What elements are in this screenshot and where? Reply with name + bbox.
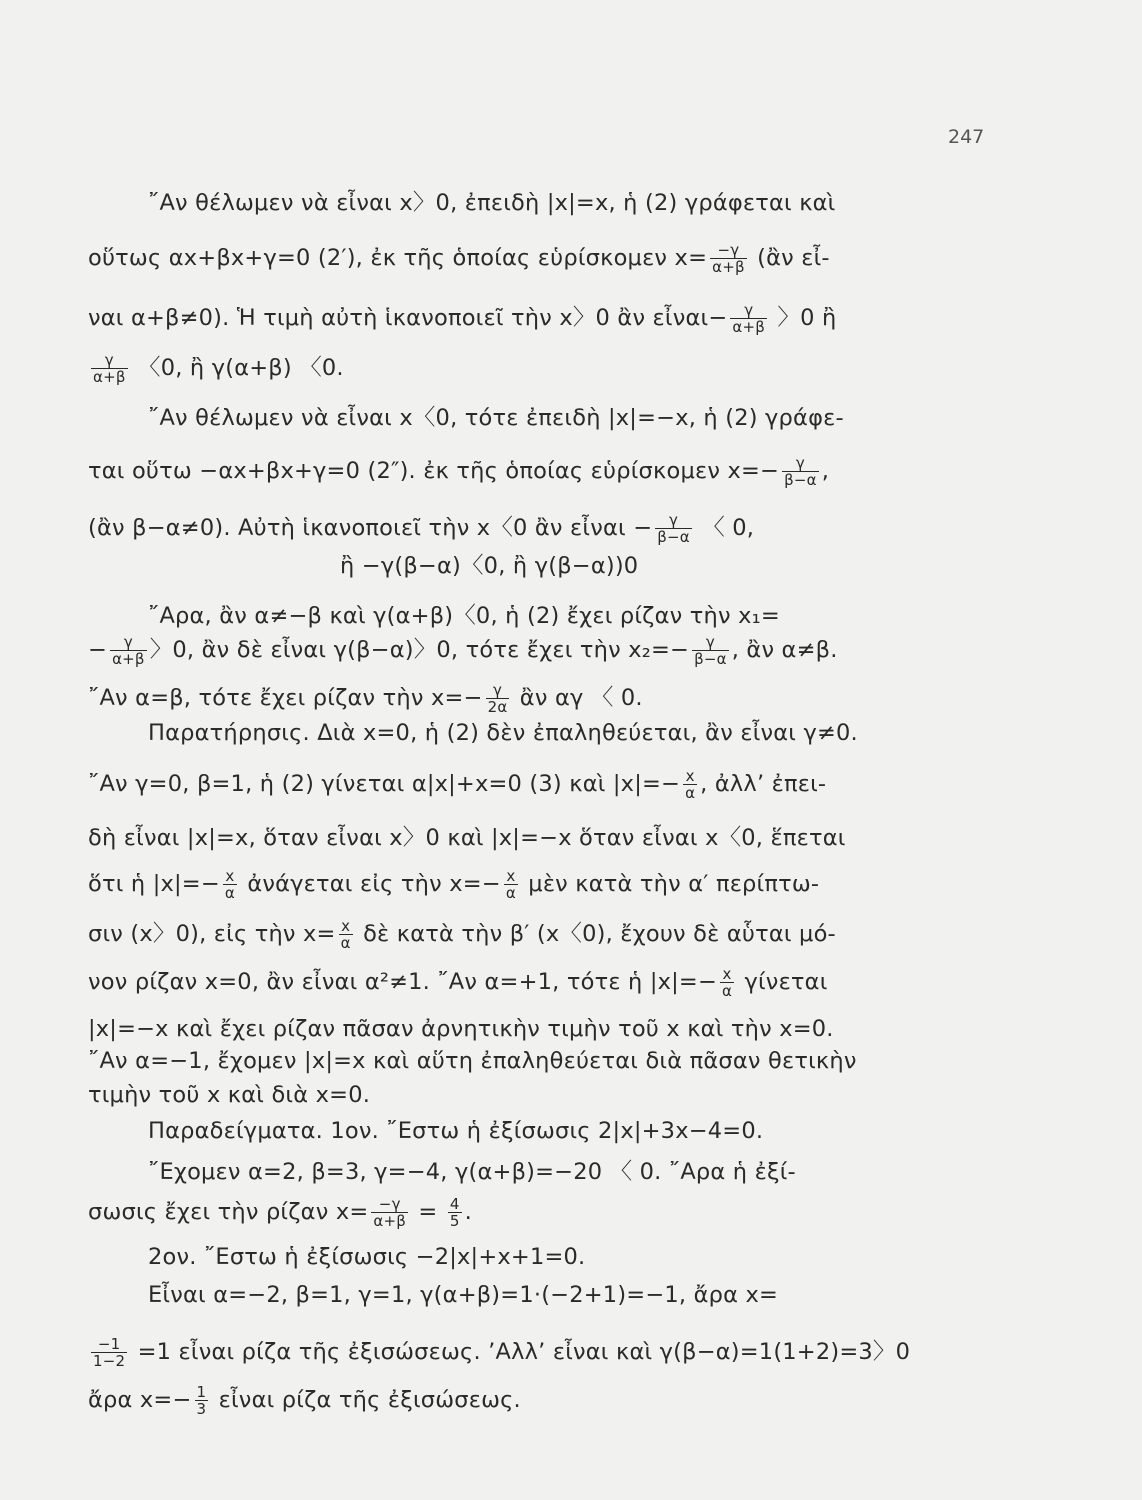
fraction <box>486 682 510 715</box>
text-line <box>88 300 836 335</box>
fraction <box>720 966 734 999</box>
fraction-numerator: x <box>504 868 518 885</box>
fraction-denominator: 1−2 <box>93 1352 126 1370</box>
fraction-numerator: 1 <box>196 1383 207 1401</box>
fraction-numerator: −γ <box>371 1196 408 1213</box>
line-text: δὲ κατὰ τὴν β′ (x〈0), ἔχουν δὲ αὗται μό- <box>355 921 836 947</box>
text-line <box>148 1282 778 1308</box>
line-text: 〉0, ἂν δὲ εἶναι γ(β−α)〉0, τότε ἔχει τὴν x₂=− <box>149 637 690 663</box>
line-text: , <box>821 458 830 484</box>
text-line <box>148 598 780 630</box>
line-text: |x|=−x καὶ ἔχει ρίζαν πᾶσαν ἀρνητικὴν τιμὴν τοῦ x καὶ τὴν x=0. <box>88 1016 834 1042</box>
line-text: ἂν αγ 〈 0. <box>512 685 643 711</box>
line-text: ῎Αν γ=0, β=1, ἡ (2) γίνεται α|x|+x=0 (3) καὶ |x|=− <box>88 771 681 797</box>
fraction <box>91 352 128 385</box>
line-text: ἀνάγεται εἰς τὴν x=− <box>239 871 501 897</box>
line-text: . <box>464 1199 472 1225</box>
line-text: 〈0, ἢ γ(α+β) 〈0. <box>130 355 344 381</box>
fraction <box>504 868 518 901</box>
fraction <box>110 634 147 667</box>
fraction <box>91 1336 127 1369</box>
line-text: ὅτι ἡ |x|=− <box>88 871 220 897</box>
text-line <box>88 242 830 275</box>
text-line <box>88 1082 370 1108</box>
line-text: 2ον. ῎Εστω ἡ ἐξίσωσις −2|x|+x+1=0. <box>148 1244 586 1270</box>
text-line <box>88 768 826 801</box>
fraction-numerator: γ <box>91 352 128 369</box>
fraction-numerator: 4 <box>449 1195 460 1213</box>
line-text: δὴ εἶναι |x|=x, ὅταν εἶναι x〉0 καὶ |x|=−x ὅταν εἶναι x〈0, ἕπεται <box>88 825 846 851</box>
line-text: ἄρα x=− <box>88 1387 192 1413</box>
fraction-denominator: 5 <box>449 1212 460 1230</box>
line-text: ῎Αν θέλωμεν νὰ εἶναι x〈0, τότε ἐπειδὴ |x|=−x, ἡ (2) γράφε- <box>148 405 844 431</box>
fraction <box>683 768 697 801</box>
line-text: νον ρίζαν x=0, ἂν εἶναι α²≠1. ῎Αν α=+1, τότε ἡ |x|=− <box>88 969 718 995</box>
fraction <box>339 918 353 951</box>
line-text: οὕτως αx+βx+γ=0 (2′), ἐκ τῆς ὁποίας εὑρίσκομεν x= <box>88 245 708 271</box>
line-text: − <box>88 637 108 663</box>
line-text: εἶναι ρίζα τῆς ἐξισώσεως. <box>211 1387 521 1413</box>
text-line <box>340 548 638 580</box>
line-text: ῎Αν α=β, τότε ἔχει ρίζαν τὴν x=− <box>88 685 483 711</box>
fraction-denominator: 2α <box>487 698 508 716</box>
fraction-numerator: −γ <box>710 242 747 259</box>
line-text: Εἶναι α=−2, β=1, γ=1, γ(α+β)=1·(−2+1)=−1, ἄρα x= <box>148 1282 779 1308</box>
line-text: ἢ −γ(β−α)〈0, ἢ γ(β−α))0 <box>340 553 639 579</box>
line-text: σιν (x〉0), εἰς τὴν x= <box>88 921 336 947</box>
text-line <box>88 1196 472 1229</box>
page-number: 247 <box>948 126 985 148</box>
line-text: = <box>411 1199 445 1225</box>
line-text: =1 εἶναι ρίζα τῆς ἐξισώσεως. ’Αλλ’ εἶναι καὶ γ(β−α)=1(1+2)=3〉0 <box>130 1339 911 1365</box>
line-text: ναι α+β≠0). Ἡ τιμὴ αὐτὴ ἱκανοποιεῖ τὴν x〉0 ἂν εἶναι− <box>88 305 728 331</box>
fraction-denominator: α <box>224 884 235 902</box>
text-line <box>148 720 858 746</box>
text-line <box>88 455 829 488</box>
fraction-denominator: α+β <box>732 318 766 336</box>
fraction-denominator: α+β <box>712 258 745 276</box>
fraction <box>195 1384 209 1417</box>
line-text: ται οὕτω −αx+βx+γ=0 (2″). ἐκ τῆς ὁποίας εὑρίσκομεν x=− <box>88 458 780 484</box>
text-line <box>88 1016 834 1042</box>
fraction <box>692 634 729 667</box>
fraction-denominator: 3 <box>196 1400 207 1418</box>
fraction-denominator: α+β <box>373 1212 407 1230</box>
fraction <box>710 242 747 275</box>
fraction <box>448 1196 462 1229</box>
line-text: μὲν κατὰ τὴν α′ περίπτω- <box>520 871 820 897</box>
text-line <box>148 1118 763 1144</box>
text-line <box>148 1154 796 1186</box>
text-line <box>88 632 838 667</box>
line-text: , ἀλλ’ ἐπει- <box>700 771 827 797</box>
fraction-numerator: −1 <box>91 1336 127 1353</box>
fraction-numerator: γ <box>655 512 692 529</box>
text-line <box>88 1334 910 1369</box>
line-text: γίνεται <box>737 969 828 995</box>
line-text: 〈 0, <box>694 515 755 541</box>
text-line <box>88 966 828 999</box>
fraction-numerator: x <box>339 918 353 935</box>
fraction <box>655 512 692 545</box>
fraction <box>782 455 819 488</box>
fraction-numerator: γ <box>692 634 729 651</box>
line-text: (ἂν εἶ- <box>749 245 830 271</box>
line-text: Παρατήρησις. Διὰ x=0, ἡ (2) δὲν ἐπαληθεύεται, ἂν εἶναι γ≠0. <box>148 720 858 746</box>
fraction-denominator: α <box>685 784 696 802</box>
text-line <box>148 185 836 217</box>
text-line <box>88 916 836 951</box>
fraction-numerator: γ <box>730 302 767 319</box>
fraction <box>371 1196 408 1229</box>
line-text: ῎Αν α=−1, ἔχομεν |x|=x καὶ αὕτη ἐπαληθεύεται διὰ πᾶσαν θετικὴν <box>88 1048 857 1074</box>
text-line <box>88 1048 857 1074</box>
text-line <box>88 510 754 545</box>
fraction-denominator: β−α <box>784 471 817 489</box>
fraction-numerator: γ <box>110 634 147 651</box>
text-line <box>148 400 844 432</box>
fraction-numerator: γ <box>486 682 510 699</box>
fraction-denominator: α <box>722 982 733 1000</box>
line-text: 〉0 ἢ <box>770 305 837 331</box>
fraction-numerator: γ <box>782 455 819 472</box>
fraction-denominator: α+β <box>93 368 126 386</box>
fraction-denominator: β−α <box>694 650 727 668</box>
fraction-denominator: α+β <box>112 650 145 668</box>
line-text: Παραδείγματα. 1ον. ῎Εστω ἡ ἐξίσωσις 2|x|+3x−4=0. <box>148 1118 764 1144</box>
text-line <box>88 820 846 852</box>
fraction <box>730 302 767 335</box>
text-line <box>88 350 344 385</box>
fraction-numerator: x <box>223 868 237 885</box>
fraction-numerator: x <box>720 966 734 983</box>
line-text: (ἂν β−α≠0). Αὐτὴ ἱκανοποιεῖ τὴν x〈0 ἂν εἶναι − <box>88 515 653 541</box>
line-text: ῎Εχομεν α=2, β=3, γ=−4, γ(α+β)=−20 〈 0. ῎Αρα ἡ ἐξί- <box>148 1159 796 1185</box>
line-text: ῎Αρα, ἂν α≠−β καὶ γ(α+β)〈0, ἡ (2) ἔχει ρίζαν τὴν x₁= <box>148 603 780 629</box>
fraction-denominator: β−α <box>657 528 690 546</box>
fraction-denominator: α <box>340 934 351 952</box>
line-text: ῎Αν θέλωμεν νὰ εἶναι x〉0, ἐπειδὴ |x|=x, ἡ (2) γράφεται καὶ <box>148 190 836 216</box>
line-text: τιμὴν τοῦ x καὶ διὰ x=0. <box>88 1082 371 1108</box>
fraction <box>223 868 237 901</box>
text-line <box>88 868 819 901</box>
fraction-numerator: x <box>683 768 697 785</box>
text-line <box>88 680 643 715</box>
text-line <box>88 1384 521 1417</box>
fraction-denominator: α <box>505 884 516 902</box>
line-text: σωσις ἔχει τὴν ρίζαν x= <box>88 1199 369 1225</box>
text-line <box>148 1244 585 1270</box>
line-text: , ἂν α≠β. <box>731 637 838 663</box>
